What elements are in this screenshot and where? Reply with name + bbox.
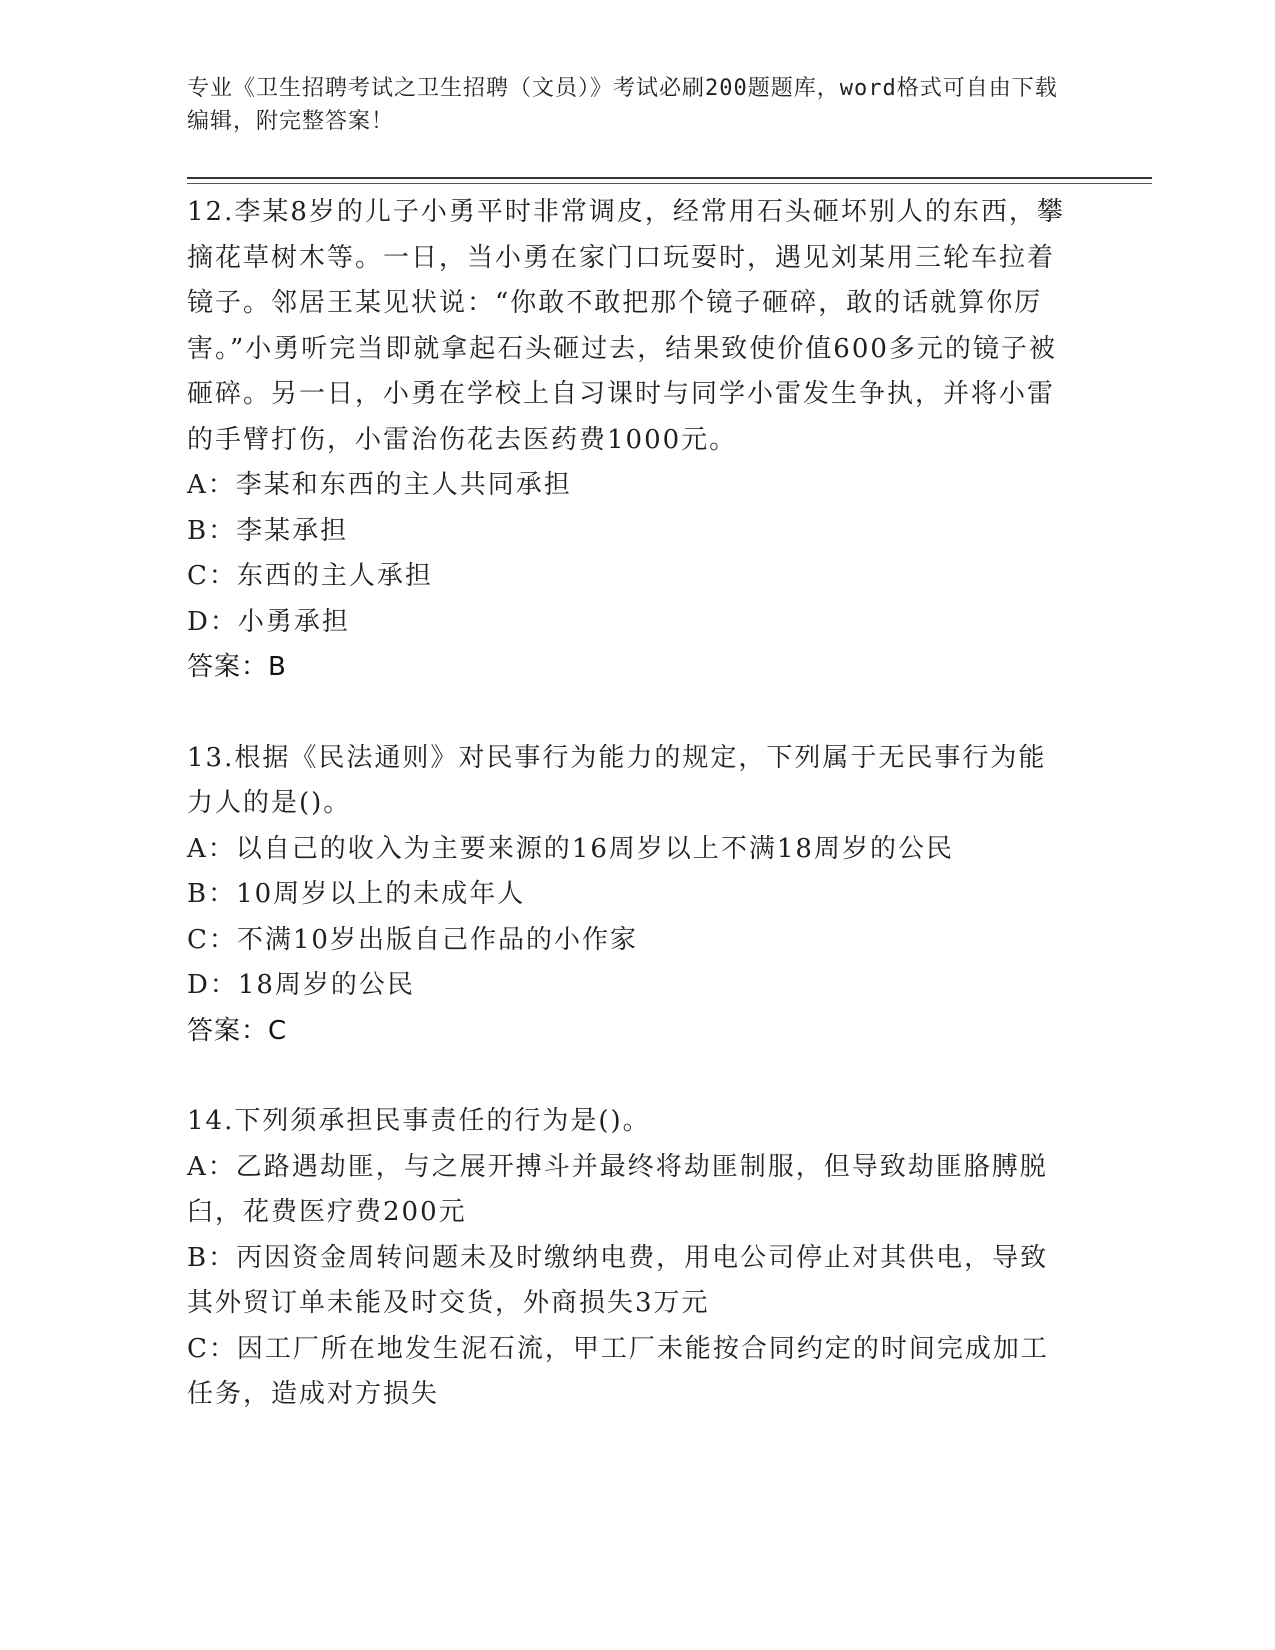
option-b: B：李某承担 [187, 515, 349, 546]
option-b: B：丙因资金周转问题未及时缴纳电费，用电公司停止对其供电，导致其外贸订单未能及时交货，外商损失3万元 [187, 1242, 1049, 1318]
option-d: D：18周岁的公民 [187, 970, 415, 1000]
question-spacer [187, 1054, 1067, 1099]
question-spacer [187, 691, 1067, 736]
question-12 [187, 190, 1067, 691]
header-divider-thin [187, 183, 1152, 184]
option-a: A：以自己的收入为主要来源的16周岁以上不满18周岁的公民 [187, 833, 954, 864]
option-c: C：不满10岁出版自己作品的小作家 [187, 924, 638, 955]
header-divider-thick [187, 177, 1152, 179]
option-c: C：因工厂所在地发生泥石流，甲工厂未能按合同约定的时间完成加工任务，造成对方损失 [187, 1333, 1049, 1409]
option-b: B：10周岁以上的未成年人 [187, 879, 526, 909]
question-list [187, 190, 1067, 1418]
question-stem: 12.李某8岁的儿子小勇平时非常调皮，经常用石头砸坏别人的东西，攀摘花草树木等。一日，当小勇在家门口玩耍时，遇见刘某用三轮车拉着镜子。邻居王某见状说：“你敢不敢把那个镜子砸碎，敢的话就算你厉害。”小勇听完当即就拿起石头砸过去，结果致使价值600多元的镜子被砸碎。另一日，小勇在学校上自习课时与同学小雷发生争执，并将小雷的手臂打伤，小雷治伤花去医药费1000元。 [187, 197, 1065, 455]
option-a: A：乙路遇劫匪，与之展开搏斗并最终将劫匪制服，但导致劫匪胳膊脱臼，花费医疗费200元 [187, 1151, 1048, 1227]
option-a: A：李某和东西的主人共同承担 [187, 470, 572, 500]
option-d: D：小勇承担 [187, 606, 350, 637]
question-stem: 13.根据《民法通则》对民事行为能力的规定，下列属于无民事行为能力人的是()。 [187, 742, 1047, 818]
answer-line: 答案：C [187, 1015, 288, 1046]
document-header: 专业《卫生招聘考试之卫生招聘（文员）》考试必刷200题题库，word格式可自由下载编辑，附完整答案！ [187, 76, 1058, 134]
answer-line: 答案：B [187, 652, 287, 682]
question-stem: 14.下列须承担民事责任的行为是()。 [187, 1106, 651, 1136]
option-c: C：东西的主人承担 [187, 561, 433, 591]
question-13 [187, 736, 1067, 1055]
question-14 [187, 1099, 1067, 1418]
